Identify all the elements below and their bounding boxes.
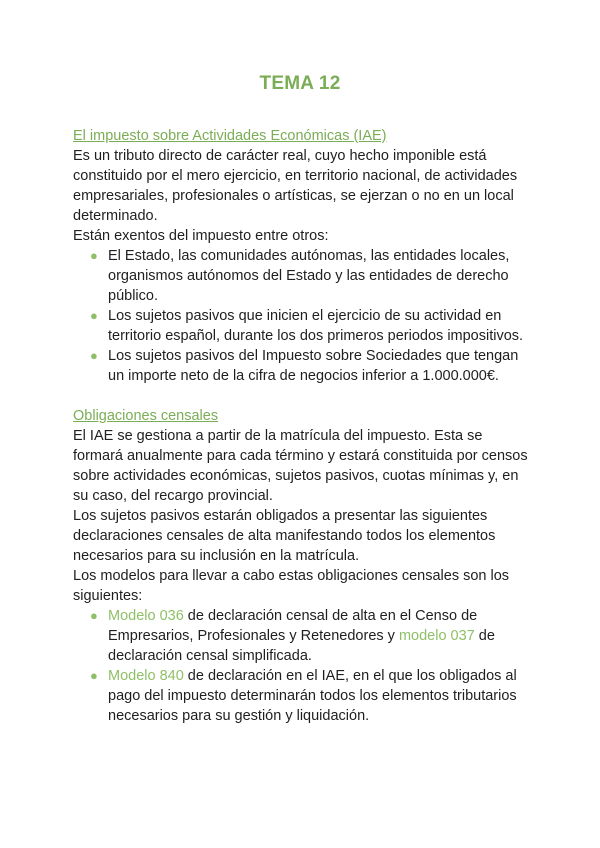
- paragraph-matricula: El IAE se gestiona a partir de la matrícula del impuesto. Esta se formará anualmente para cada término y estará constituida por censos sobre actividades económicas, sujetos pasivos, cuotas mínimas y, en su caso, del recargo provincial.: [73, 428, 528, 504]
- list-item-text: de declaración en el IAE, en el que los obligados al pago del impuesto determinarán todos los elementos tributarios necesarios para su gestión y liquidación.: [108, 668, 517, 724]
- paragraph-modelos-intro: Los modelos para llevar a cabo estas obligaciones censales son los siguientes:: [73, 568, 510, 604]
- list-item-text: El Estado, las comunidades autónomas, las entidades locales, organismos autónomos del Estado y las entidades de derecho público.: [108, 248, 510, 304]
- list-item-text: Los sujetos pasivos del Impuesto sobre Sociedades que tengan un importe neto de la cifra de negocios inferior a 1.000.000€.: [108, 348, 519, 384]
- exemptions-list: [73, 246, 533, 386]
- bullet-icon: ●: [90, 348, 98, 363]
- list-item: [73, 246, 533, 306]
- list-item: [73, 666, 533, 726]
- section-heading-obligaciones: Obligaciones censales: [73, 408, 219, 424]
- bullet-icon: ●: [90, 608, 98, 623]
- list-item: [73, 346, 533, 386]
- page-title: TEMA 12: [259, 73, 341, 94]
- modelos-list: [73, 606, 533, 726]
- modelo-037-link[interactable]: modelo 037: [398, 628, 475, 644]
- list-item-text: de declaración censal simplificada.: [108, 628, 495, 664]
- modelo-840-link[interactable]: Modelo 840: [108, 668, 184, 684]
- bullet-icon: ●: [90, 668, 98, 683]
- list-item-text: de declaración censal de alta en el Censo de Empresarios, Profesionales y Retenedores y: [108, 608, 478, 644]
- modelo-036-link[interactable]: Modelo 036: [108, 608, 184, 624]
- section-spacer: [73, 386, 533, 406]
- list-item-text: Los sujetos pasivos que inicien el ejercicio de su actividad en territorio español, durante los dos primeros periodos impositivos.: [108, 308, 524, 344]
- document-body: [73, 126, 533, 726]
- paragraph-iae-definition: Es un tributo directo de carácter real, cuyo hecho imponible está constituido por el mero ejercicio, en territorio nacional, de actividades empresariales, profesionales o artísticas, se ejerzan o no en un local determinado.: [73, 148, 518, 224]
- bullet-icon: ●: [90, 308, 98, 323]
- list-item: [73, 306, 533, 346]
- list-item: [73, 606, 533, 666]
- bullet-icon: ●: [90, 248, 98, 263]
- paragraph-exemptions-intro: Están exentos del impuesto entre otros:: [73, 228, 329, 244]
- paragraph-declaraciones: Los sujetos pasivos estarán obligados a presentar las siguientes declaraciones censales de alta manifestando todos los elementos necesarios para su inclusión en la matrícula.: [73, 508, 496, 564]
- section-heading-iae: El impuesto sobre Actividades Económicas (IAE): [73, 128, 387, 144]
